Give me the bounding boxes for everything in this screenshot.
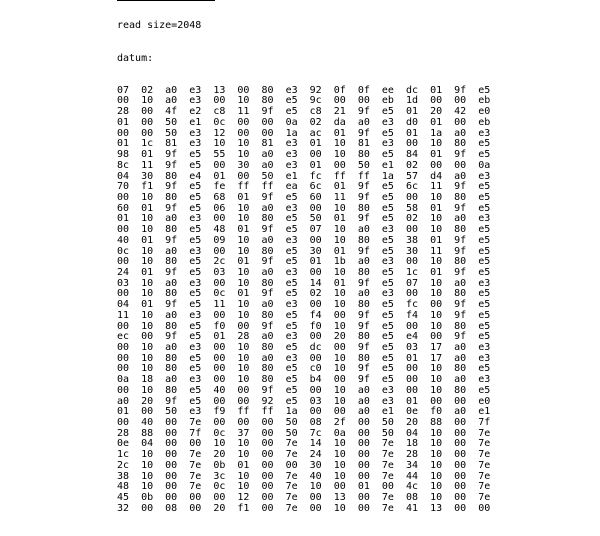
hex-row: 00 10 80 e5 48 01 9f e5 07 10 a0 e3 00 10 80 e5 [117,224,491,236]
hex-row: 04 30 80 e4 01 00 50 e1 fc ff ff 1a 57 d4 a0 e3 [117,170,491,182]
hex-row: 1c 10 00 7e 20 10 00 7e 24 10 00 7e 28 10 00 7e [117,449,491,461]
hex-row: 04 01 9f e5 11 10 a0 e3 00 10 80 e5 fc 00 9f e5 [117,299,491,311]
hex-row: 0a 18 a0 e3 00 10 80 e5 b4 00 9f e5 00 10 a0 e3 [117,374,491,386]
hex-dump [117,86,490,515]
hex-row: 0c 10 a0 e3 00 10 80 e5 30 01 9f e5 30 11 9f e5 [117,245,491,257]
hex-row: 60 01 9f e5 06 10 a0 e3 00 10 80 e5 58 01 9f e5 [117,202,491,214]
hex-row: 32 00 08 00 20 f1 00 7e 00 10 00 7e 41 13 00 00 [117,502,491,514]
hex-row: 00 10 80 e5 00 10 80 e5 c0 10 9f e5 00 10 80 e5 [117,363,491,375]
hex-row: 01 10 a0 e3 00 10 80 e5 50 01 9f e5 02 10 a0 e3 [117,213,491,225]
datum-label: datum: [117,52,154,64]
hex-row: 11 10 a0 e3 00 10 80 e5 f4 00 9f e5 f4 10 9f e5 [117,309,491,321]
hex-row: 00 00 50 e3 12 00 00 1a ac 01 9f e5 01 1a a0 e3 [117,127,491,139]
hex-dump-console [117,0,490,536]
hex-row: 70 f1 9f e5 fe ff ff ea 6c 01 9f e5 6c 11 9f e5 [117,181,491,193]
hex-row: 00 10 80 e5 0c 01 9f e5 02 10 a0 e3 00 10 80 e5 [117,288,491,300]
hex-row: 07 02 a0 e3 13 00 80 e3 92 0f 0f ee dc 01 9f e5 [117,84,491,96]
hex-row: 01 00 50 e3 f9 ff ff 1a 00 00 a0 e1 0e f0 a0 e1 [117,406,491,418]
hex-row: 00 10 a0 e3 00 10 80 e5 9c 00 00 eb 1d 00 00 eb [117,95,491,107]
hex-row: 0e 04 00 00 10 10 00 7e 14 10 00 7e 18 10 00 7e [117,438,491,450]
hex-row: 38 10 00 7e 3c 10 00 7e 40 10 00 7e 44 10 00 7e [117,470,491,482]
hex-row: 00 10 80 e5 2c 01 9f e5 01 1b a0 e3 00 10 80 e5 [117,256,491,268]
hex-row: 00 10 80 e5 00 10 a0 e3 00 10 80 e5 01 17 a0 e3 [117,352,491,364]
hex-row: 24 01 9f e5 03 10 a0 e3 00 10 80 e5 1c 01 9f e5 [117,266,491,278]
hex-row: 28 88 00 7f 0c 37 00 50 7c 0a 00 50 04 10 00 7e [117,427,491,439]
hex-row: ec 00 9f e5 01 28 a0 e3 00 20 80 e5 e4 00 9f e5 [117,331,491,343]
hex-row: 98 01 9f e5 55 10 a0 e3 00 10 80 e5 84 01 9f e5 [117,149,491,161]
hex-row: 00 40 00 7e 00 00 00 50 08 2f 00 50 20 88 00 7f [117,417,491,429]
hex-row: 40 01 9f e5 09 10 a0 e3 00 10 80 e5 38 01 9f e5 [117,234,491,246]
hex-row: 28 00 4f e2 c8 11 9f e5 c8 21 9f e5 01 20 42 e0 [117,106,491,118]
hex-row: 00 10 80 e5 f0 00 9f e5 f0 10 9f e5 00 10 80 e5 [117,320,491,332]
hex-row: 8c 11 9f e5 00 30 a0 e3 01 00 50 e1 02 00 00 0a [117,159,491,171]
read-size-line: read size=2048 [117,20,202,32]
hex-row: a0 20 9f e5 00 00 92 e5 03 10 a0 e3 01 00 00 e0 [117,395,491,407]
hex-row: 2c 10 00 7e 0b 01 00 00 30 10 00 7e 34 10 00 7e [117,459,491,471]
hex-row: 48 10 00 7e 0c 10 00 7e 10 00 01 00 4c 10 00 7e [117,481,491,493]
hex-row: 45 0b 00 00 00 12 00 7e 00 13 00 7e 08 10 00 7e [117,492,491,504]
hex-row: 00 10 a0 e3 00 10 80 e5 dc 00 9f e5 03 17 a0 e3 [117,342,491,353]
hex-row: 00 10 80 e5 40 00 9f e5 00 10 a0 e3 00 10 80 e5 [117,384,491,396]
hex-row: 01 00 50 e1 0c 00 00 0a 02 da a0 e3 d0 01 00 eb [117,116,491,128]
hex-row: 00 10 80 e5 68 01 9f e5 60 11 9f e5 00 10 80 e5 [117,191,491,203]
hex-row: 01 1c 81 e3 10 10 81 e3 01 10 81 e3 00 10 80 e5 [117,138,491,150]
hex-row: 03 10 a0 e3 00 10 80 e5 14 01 9f e5 07 10 a0 e3 [117,277,491,289]
